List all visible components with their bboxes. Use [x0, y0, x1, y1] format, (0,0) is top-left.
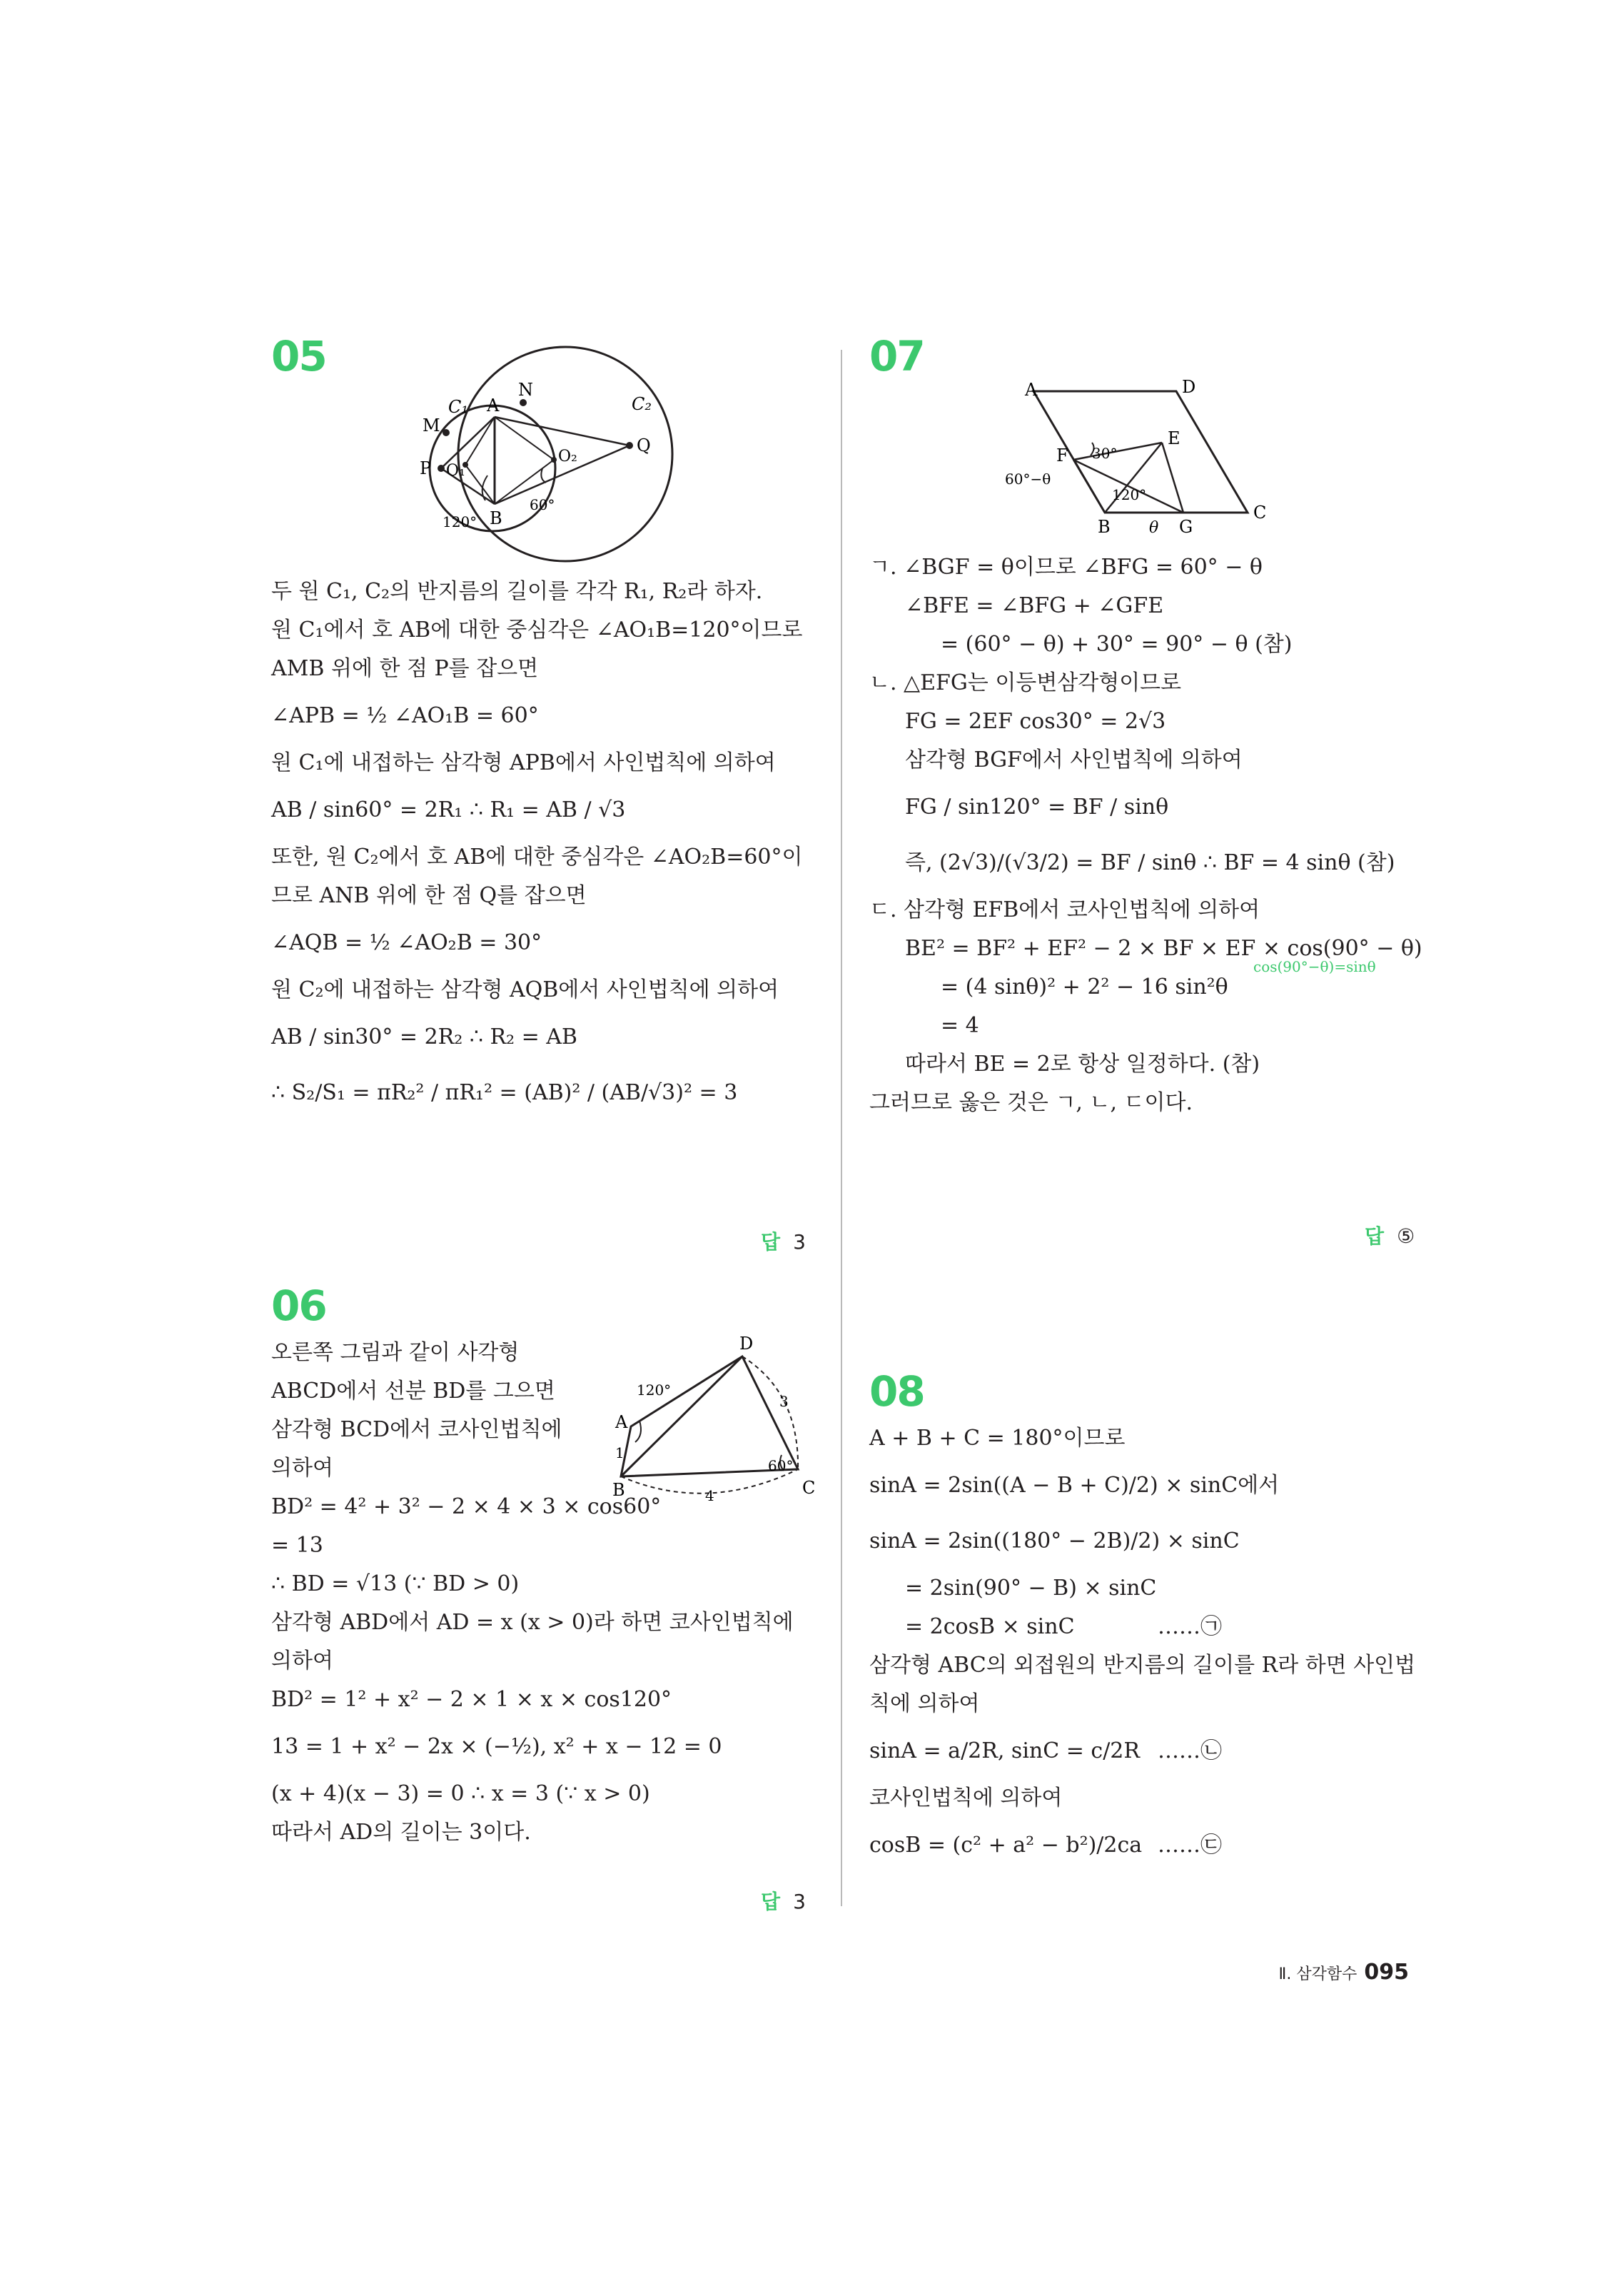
figure-label-B: B — [490, 508, 502, 528]
solution-line: BE² = BF² + EF² − 2 × BF × EF × cos(90° − θ) — [905, 936, 1422, 961]
solution-line: FG / sin120° = BF / sinθ — [905, 795, 1169, 820]
solution-line: 따라서 AD의 길이는 3이다. — [271, 1820, 531, 1845]
solution-line: 의하여 — [271, 1648, 333, 1673]
solution-line: 칙에 의하여 — [869, 1691, 980, 1716]
solution-line-text: cosB = (c² + a² − b²)/2ca — [869, 1833, 1143, 1858]
solution-line: 그러므로 옳은 것은 ㄱ, ㄴ, ㄷ이다. — [869, 1090, 1193, 1115]
solution-line: 두 원 C₁, C₂의 반지름의 길이를 각각 R₁, R₂라 하자. — [271, 579, 763, 604]
identity-note: cos(90°−θ)=sinθ — [1253, 958, 1376, 975]
figure-label-120: 120° — [443, 513, 477, 530]
solution-line: ABCD에서 선분 BD를 그으면 — [271, 1379, 555, 1404]
problem-06 — [271, 1282, 816, 1852]
answer-value: 3 — [793, 1230, 806, 1254]
figure-label-30: 30° — [1092, 445, 1118, 462]
figure-label-theta: θ — [1149, 519, 1159, 537]
solution-line: 므로 ANB 위에 한 점 Q를 잡으면 — [271, 883, 587, 908]
solution-line: ∠BFE = ∠BFG + ∠GFE — [905, 593, 1164, 618]
solution-line: sinA = 2sin((A − B + C)/2) × sinC에서 — [869, 1473, 1280, 1498]
figure-label-B: B — [1098, 517, 1111, 537]
equation-mark-1: ……㉠ — [1158, 1614, 1222, 1639]
figure-label-G: G — [1179, 517, 1193, 537]
figure-label-Q: Q — [637, 435, 651, 455]
solution-line — [869, 1723, 1412, 1779]
figure-label-side-1: 1 — [615, 1444, 625, 1461]
solution-line: AB / sin60° = 2R₁ ∴ R₁ = AB / √3 — [271, 797, 626, 822]
solution-line: 원 C₁에 내접하는 삼각형 APB에서 사인법칙에 의하여 — [271, 750, 776, 775]
solution-line: 코사인법칙에 의하여 — [869, 1786, 1063, 1811]
solution-08 — [869, 1419, 1416, 1873]
answer-07 — [1365, 1221, 1415, 1249]
figure-label-O1: O₁ — [446, 462, 465, 480]
figure-label-N: N — [518, 380, 533, 400]
answer-value: 3 — [793, 1890, 806, 1913]
answer-06 — [761, 1886, 806, 1915]
answer-05 — [761, 1227, 806, 1255]
left-column — [271, 332, 814, 1121]
solution-line: (x + 4)(x − 3) = 0 ∴ x = 3 (∵ x > 0) — [271, 1781, 650, 1806]
solution-line: 13 = 1 + x² − 2x × (−½), x² + x − 12 = 0 — [271, 1734, 722, 1759]
solution-line: BD² = 1² + x² − 2 × 1 × x × cos120° — [271, 1687, 672, 1712]
problem-05-figure — [271, 380, 814, 561]
figure-label-A: A — [487, 396, 500, 416]
solution-07 — [869, 548, 1422, 1122]
solution-line: = (60° − θ) + 30° = 90° − θ (참) — [941, 632, 1293, 657]
answer-tag: 답 — [1365, 1224, 1385, 1248]
figure-label-60: 60° — [768, 1457, 794, 1474]
solution-line: ㄷ. 삼각형 EFB에서 코사인법칙에 의하여 — [869, 897, 1260, 922]
solution-05 — [271, 573, 814, 1121]
solution-line: ∴ S₂/S₁ = πR₂² / πR₁² = (AB)² / (AB/√3)² = 3 — [271, 1080, 738, 1105]
solution-line: AB / sin30° = 2R₂ ∴ R₂ = AB — [271, 1024, 577, 1049]
figure-label-D: D — [739, 1334, 754, 1354]
problem-07-figure — [869, 377, 1412, 541]
solution-line — [869, 1608, 1412, 1646]
solution-line: = (4 sinθ)² + 2² − 16 sin²θ — [941, 975, 1228, 1000]
problem-number: 07 — [869, 332, 924, 381]
problem-number: 08 — [869, 1367, 924, 1416]
figure-label-C: C — [802, 1478, 816, 1498]
solution-line: 삼각형 ABD에서 AD = x (x > 0)라 하면 코사인법칙에 — [271, 1610, 794, 1635]
equation-mark-3: ……㉢ — [1158, 1833, 1222, 1858]
figure-label-O2: O₂ — [558, 448, 577, 465]
solution-line: = 2sin(90° − B) × sinC — [905, 1576, 1157, 1601]
solution-line: 삼각형 BGF에서 사인법칙에 의하여 — [905, 747, 1243, 772]
problem-06-figure — [600, 1335, 814, 1506]
equation-mark-2: ……㉡ — [1158, 1738, 1222, 1763]
page-footer — [1279, 1960, 1409, 1985]
solution-line: ∠APB = ½ ∠AO₁B = 60° — [271, 703, 539, 728]
answer-tag: 답 — [761, 1230, 781, 1254]
figure-label-C: C — [1253, 503, 1267, 523]
solution-line: 또한, 원 C₂에서 호 AB에 대한 중심각은 ∠AO₂B=60°이 — [271, 845, 803, 870]
figure-label-60-theta: 60°−θ — [1005, 470, 1051, 488]
answer-value: ⑤ — [1397, 1224, 1415, 1248]
figure-label-C1: C₁ — [448, 397, 468, 417]
page-number: 095 — [1364, 1960, 1409, 1985]
figure-label-side-4: 4 — [705, 1487, 714, 1504]
problem-05 — [271, 332, 814, 1121]
solution-line: 삼각형 BCD에서 코사인법칙에 — [271, 1417, 562, 1442]
solution-line: = 4 — [941, 1013, 979, 1038]
solution-line: BD² = 4² + 3² − 2 × 4 × 3 × cos60° — [271, 1494, 662, 1519]
solution-line: ∠AQB = ½ ∠AO₂B = 30° — [271, 930, 542, 955]
figure-label-120: 120° — [637, 1381, 672, 1399]
figure-label-A: A — [615, 1412, 628, 1432]
figure-label-60: 60° — [530, 496, 555, 513]
figure-label-M: M — [423, 416, 440, 435]
problem-07 — [869, 332, 1422, 1122]
answer-tag: 답 — [761, 1890, 781, 1913]
solution-line: A + B + C = 180°이므로 — [869, 1426, 1126, 1451]
figure-label-C2: C₂ — [632, 394, 652, 414]
figure-label-B: B — [612, 1480, 625, 1500]
figure-label-side-3: 3 — [779, 1393, 789, 1410]
problem-number: 05 — [271, 332, 326, 381]
figure-label-E: E — [1168, 428, 1180, 448]
problem-number: 06 — [271, 1282, 326, 1330]
solution-line: 따라서 BE = 2로 항상 일정하다. (참) — [905, 1052, 1260, 1077]
solution-line: ∴ BD = √13 (∵ BD > 0) — [271, 1571, 520, 1596]
solution-line: 원 C₂에 내접하는 삼각형 AQB에서 사인법칙에 의하여 — [271, 977, 779, 1002]
figure-label-P: P — [420, 458, 432, 478]
figure-label-120: 120° — [1112, 486, 1147, 503]
solution-line — [869, 1818, 1412, 1873]
chapter-label: Ⅱ. 삼각함수 — [1278, 1965, 1357, 1983]
solution-line-text: = 2cosB × sinC — [905, 1614, 1075, 1639]
solution-line: 원 C₁에서 호 AB에 대한 중심각은 ∠AO₁B=120°이므로 — [271, 618, 803, 643]
solution-line: 즉, (2√3)/(√3/2) = BF / sinθ ∴ BF = 4 sinθ (참) — [905, 850, 1395, 875]
solution-line: ㄱ. ∠BGF = θ이므로 ∠BFG = 60° − θ — [869, 555, 1263, 580]
figure-label-F: F — [1056, 445, 1068, 465]
problem-08 — [869, 1367, 1416, 1873]
figure-label-D: D — [1182, 377, 1196, 397]
solution-line: sinA = 2sin((180° − 2B)/2) × sinC — [869, 1529, 1240, 1554]
figure-label-A: A — [1025, 380, 1038, 400]
solution-line: FG = 2EF cos30° = 2√3 — [905, 709, 1166, 734]
solution-line: ㄴ. △EFG는 이등변삼각형이므로 — [869, 670, 1182, 695]
solution-line: 삼각형 ABC의 외접원의 반지름의 길이를 R라 하면 사인법 — [869, 1653, 1416, 1678]
solution-line: AMB 위에 한 점 P를 잡으면 — [271, 656, 539, 681]
column-divider — [841, 350, 842, 1906]
solution-line: 의하여 — [271, 1456, 333, 1481]
solution-line: 오른쪽 그림과 같이 사각형 — [271, 1340, 520, 1365]
solution-line-text: sinA = a/2R, sinC = c/2R — [869, 1738, 1140, 1763]
solution-line: = 13 — [271, 1533, 323, 1558]
